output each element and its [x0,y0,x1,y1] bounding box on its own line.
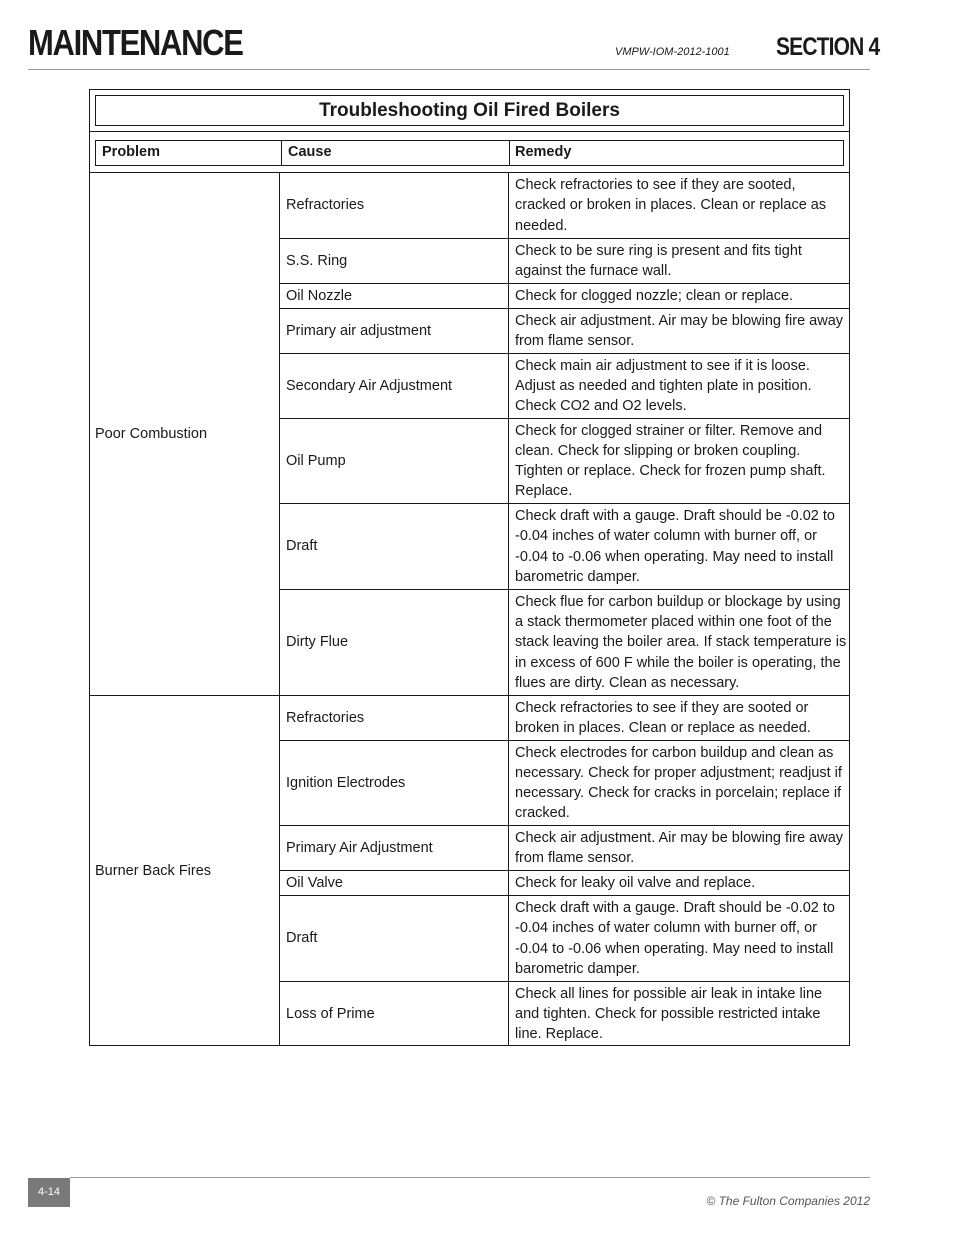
problem-cell: Burner Back Fires [95,862,212,879]
cause-cell: S.S. Ring [286,252,348,269]
page-title: MAINTENANCE [28,22,243,63]
cause-cell: Ignition Electrodes [286,774,406,791]
remedy-cell: Check for clogged nozzle; clean or replace. [515,287,794,304]
page-number: 4-14 [28,1178,70,1207]
remedy-cell: Check to be sure ring is present and fits tight against the furnace wall. [515,242,802,279]
remedy-cell: Check all lines for possible air leak in intake line and tighten. Check for possible restricted intake line. Replace. [515,985,823,1043]
remedy-cell: Check refractories to see if they are sooted or broken in places. Clean or replace as needed. [515,699,811,736]
cause-cell: Loss of Prime [286,1005,375,1022]
cause-cell: Refractories [286,197,365,214]
remedy-cell: Check flue for carbon buildup or blockage by using a stack thermometer placed within one foot of the stack leaving the boiler area. If stack temperature is in excess of 600 F while the boiler is operating, the flues are dirty. Clean as necessary. [515,593,847,691]
header-divider-2 [509,140,510,166]
cause-cell: Refractories [286,709,365,726]
cause-cell: Dirty Flue [286,634,349,651]
footer-divider [70,1177,870,1178]
table-title-divider [89,131,850,132]
remedy-cell: Check electrodes for carbon buildup and clean as necessary. Check for proper adjustment; readjust if necessary. Check for cracks in porcelain; replace if cracked. [515,744,842,822]
copyright: © The Fulton Companies 2012 [706,1194,870,1208]
section-label: SECTION 4 [776,33,880,61]
remedy-cell: Check for leaky oil valve and replace. [515,874,756,891]
header-divider [28,69,870,70]
remedy-cell: Check draft with a gauge. Draft should be -0.02 to -0.04 inches of water column with burner off, or -0.04 to -0.06 when operating. May need to install barometric damper. [515,900,835,977]
cause-cell: Draft [286,538,318,555]
cause-cell: Draft [286,930,318,947]
header-divider-1 [281,140,282,166]
table-title: Troubleshooting Oil Fired Boilers [95,95,844,126]
remedy-cell: Check for clogged strainer or filter. Remove and clean. Check for slipping or broken coupling. Tighten or replace. Check for frozen pump shaft. Replace. [515,422,826,500]
remedy-cell: Check air adjustment. Air may be blowing fire away from flame sensor. [515,829,844,866]
problem-cell: Poor Combustion [95,425,208,442]
column-header-cause: Cause [288,144,332,160]
cause-cell: Oil Nozzle [286,287,353,304]
document-number: VMPW-IOM-2012-1001 [615,46,730,58]
remedy-cell: Check main air adjustment to see if it is loose. Adjust as needed and tighten plate in position. Check CO2 and O2 levels. [515,357,812,415]
cause-cell: Oil Pump [286,452,346,469]
remedy-cell: Check draft with a gauge. Draft should be -0.02 to -0.04 inches of water column with burner off, or -0.04 to -0.06 when operating. May need to install barometric damper. [515,508,835,585]
column-header-problem: Problem [102,144,161,160]
cause-cell: Oil Valve [286,874,343,891]
cause-cell: Primary air adjustment [286,322,432,339]
cause-cell: Secondary Air Adjustment [286,377,453,394]
remedy-cell: Check air adjustment. Air may be blowing fire away from flame sensor. [515,312,844,349]
cause-cell: Primary Air Adjustment [286,839,433,856]
remedy-cell: Check refractories to see if they are sooted, cracked or broken in places. Clean or replace as needed. [515,177,827,234]
table-header-row [95,140,844,166]
column-header-remedy: Remedy [515,144,572,160]
